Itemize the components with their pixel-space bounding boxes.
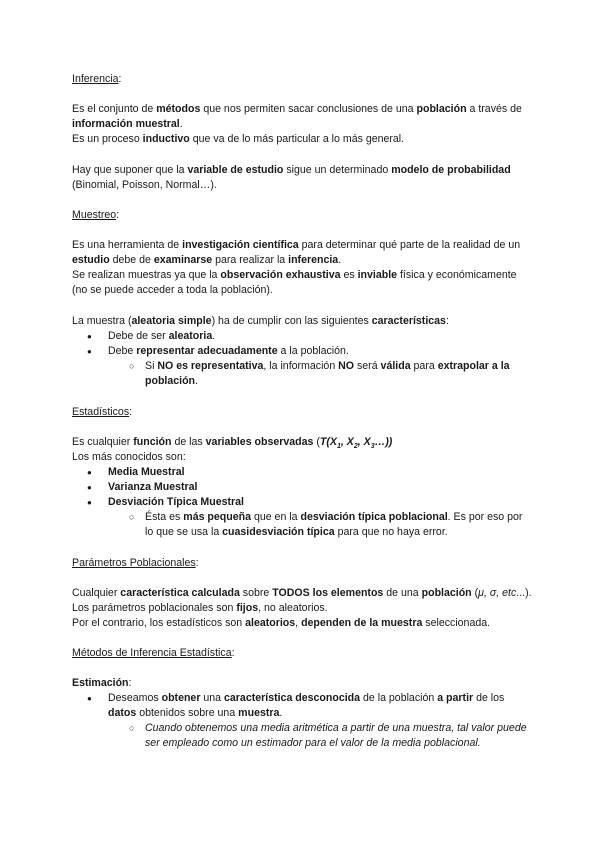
- list-item: ● Varianza Muestral: [72, 480, 532, 495]
- sub-list-item: ○ Si NO es representativa, la información NO será válida para extrapolar a la población.: [72, 359, 532, 389]
- muestreo-requirements: La muestra (aleatoria simple) ha de cumplir con las siguientes características: ● Debe de ser aleatoria. ● Debe representar adecuadamente a la población. ○ Si NO es representativa, la información NO será válida para extrapolar a la población.: [72, 314, 532, 389]
- section-metodos-heading: Métodos de Inferencia Estadística:: [72, 647, 235, 659]
- parametros-contrast: Por el contrario, los estadísticos son aleatorios, dependen de la muestra seleccionada.: [72, 617, 491, 629]
- inferencia-inductive: Es un proceso inductivo que va de lo más particular a lo más general.: [72, 133, 405, 145]
- sub-list-item: ○ Cuando obtenemos una media aritmética a partir de una muestra, tal valor puede ser empleado como un estimador para el valor de la media poblacional.: [72, 721, 532, 751]
- list-item: ● Deseamos obtener una característica desconocida de la población a partir de los datos obtenidos sobre una muestra.: [72, 691, 532, 721]
- section-muestreo-heading: Muestreo:: [72, 209, 120, 221]
- parametros-definition: Cualquier característica calculada sobre TODOS los elementos de una población (μ, σ, etc...). Los parámetros poblacionales son fijos, no aleatorios.: [72, 587, 532, 614]
- list-item: ● Debe de ser aleatoria.: [72, 329, 532, 344]
- list-item: ● Media Muestral: [72, 465, 532, 480]
- inferencia-model: Hay que suponer que la variable de estudio sigue un determinado modelo de probabilidad (Binomial, Poisson, Normal…).: [72, 164, 511, 191]
- list-item: ● Debe representar adecuadamente a la población.: [72, 344, 532, 359]
- inferencia-definition: Es el conjunto de métodos que nos permiten sacar conclusiones de una población a través de información muestral.: [72, 103, 522, 130]
- sub-list-item: ○ Ésta es más pequeña que en la desviación típica poblacional. Es por eso por lo que se usa la cuasidesviación típica para que no haya error.: [72, 510, 532, 540]
- muestreo-reason: Se realizan muestras ya que la observación exhaustiva es inviable física y económicamente (no se puede acceder a toda la población).: [72, 269, 517, 296]
- section-parametros-heading: Parámetros Poblacionales:: [72, 557, 199, 569]
- section-estadisticos-heading: Estadísticos:: [72, 406, 133, 418]
- metodos-estimacion: Estimación: ● Deseamos obtener una característica desconocida de la población a partir de los datos obtenidos sobre una muestra. ○ Cuando obtenemos una media aritmética a partir de una muestra, tal valor puede ser empleado como un estimador para el valor de la media poblacional.: [72, 676, 532, 751]
- estadisticos-body: Es cualquier función de las variables observadas ($T(X_1$, $X_2$, $X_3\dots$)) Los más conocidos son: ● Media Muestral ● Varianza Muestral ● Desviación Típica Muestral ○ Ésta es más pequeña que en la desviación típica poblacional. Es por eso por lo que se usa la cuasidesviación típica para que no haya error.: [72, 435, 532, 540]
- section-inferencia-heading: Inferencia:: [72, 73, 122, 85]
- muestreo-definition: Es una herramienta de investigación científica para determinar qué parte de la realidad de un estudio debe de examinarse para realizar la inferencia.: [72, 239, 521, 266]
- list-item: ● Desviación Típica Muestral: [72, 495, 532, 510]
